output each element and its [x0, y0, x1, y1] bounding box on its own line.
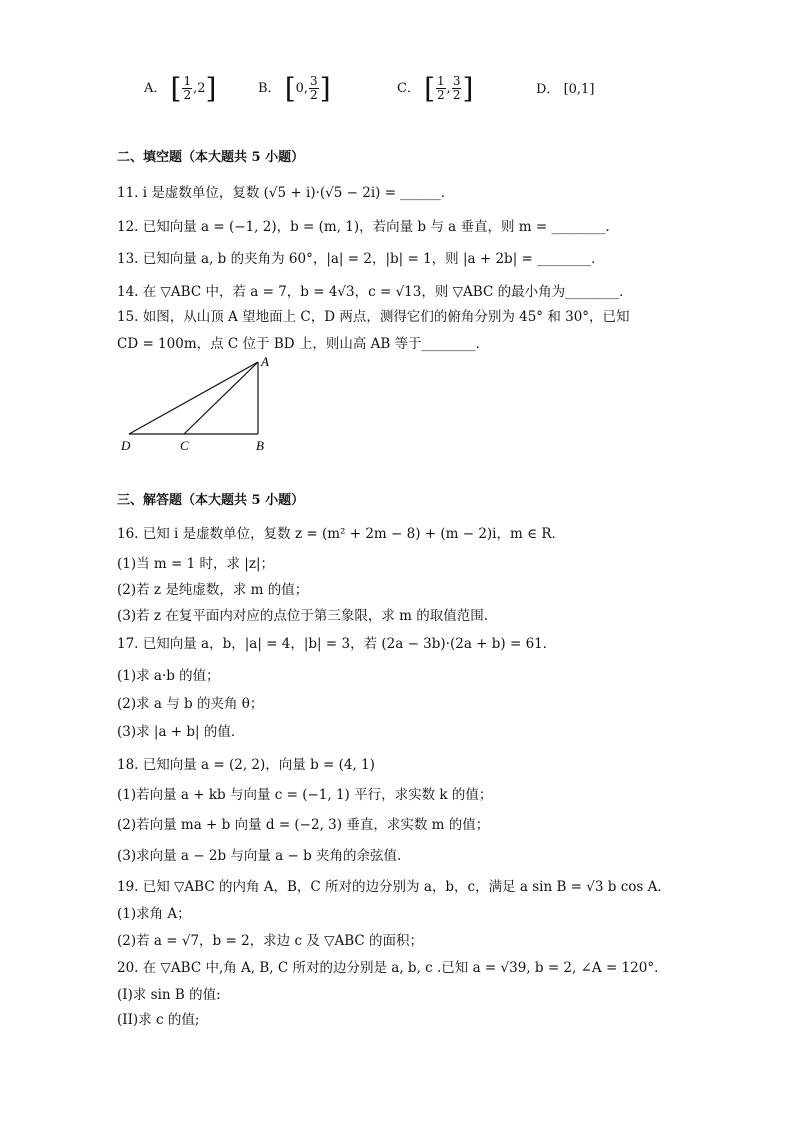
label-b: B — [256, 438, 264, 453]
sight-line-ad — [129, 362, 258, 434]
question-18-part1: (1)若向量 a + kb 与向量 c = (−1, 1) 平行，求实数 k 的值； — [117, 787, 493, 803]
question-20-part1: (I)求 sin B 的值: — [117, 987, 221, 1003]
label-a: A — [261, 354, 269, 369]
choice-a-content: [ $\frac{1}{2}$ ,2] — [170, 72, 217, 105]
question-19-part2: (2)若 a = √7，b = 2，求边 c 及 ▽ABC 的面积； — [117, 933, 424, 949]
choice-c — [397, 72, 473, 105]
question-13: 13. 已知向量 a, b 的夹角为 60°，|a| = 2，|b| = 1，则 |a + 2b| = ________． — [117, 251, 605, 267]
section-title-fill-in: 二、填空题（本大题共 5 小题） — [117, 150, 305, 165]
choice-letter: D． — [536, 82, 560, 97]
label-d: D — [121, 438, 131, 453]
question-15-line2: CD = 100m，点 C 位于 BD 上，则山高 AB 等于________． — [117, 336, 490, 352]
question-19-stem: 19. 已知 ▽ABC 的内角 A，B，C 所对的边分别为 a，b，c，满足 a sin B = √3 b cos A． — [117, 879, 671, 895]
choice-d — [536, 78, 594, 97]
question-17-part1: (1)求 a·b 的值； — [117, 668, 220, 684]
question-16-stem: 16. 已知 i 是虚数单位，复数 z = (m² + 2m − 8) + (m − 2)i，m ∈ R． — [117, 526, 566, 542]
question-20-part2: (II)求 c 的值; — [117, 1012, 200, 1028]
question-18-stem: 18. 已知向量 a = (2, 2)，向量 b = (4, 1) — [117, 757, 375, 773]
choice-d-content: [0,1] — [563, 82, 595, 97]
section-title-solutions: 三、解答题（本大题共 5 小题） — [117, 493, 305, 508]
question-19-part1: (1)求角 A； — [117, 906, 191, 922]
choice-a — [144, 72, 216, 105]
sight-line-ac — [184, 362, 258, 434]
question-16-part2: (2)若 z 是纯虚数，求 m 的值； — [117, 582, 309, 598]
question-16-part3: (3)若 z 在复平面内对应的点位于第三象限，求 m 的取值范围. — [117, 608, 488, 624]
label-c: C — [180, 438, 189, 453]
choice-letter: A． — [144, 81, 167, 96]
question-17-stem: 17. 已知向量 a，b，|a| = 4，|b| = 3，若 (2a − 3b)·(2a + b) = 61． — [117, 636, 557, 652]
choice-c-content: [ $\frac{1}{2}$ , $\frac{3}{2}$ ] — [424, 72, 474, 105]
choice-letter: B． — [258, 81, 281, 96]
question-16-part1: (1)当 m = 1 时，求 |z|； — [117, 556, 274, 572]
question-20-stem: 20. 在 ▽ABC 中,角 A, B, C 所对的边分别是 a, b, c .已知 a = √39, b = 2, ∠A = 120°. — [117, 960, 659, 976]
mountain-figure — [117, 354, 277, 454]
question-12: 12. 已知向量 a = (−1, 2)，b = (m, 1)，若向量 b 与 a 垂直，则 m = ________． — [117, 219, 619, 235]
question-18-part2: (2)若向量 ma + b 向量 d = (−2, 3) 垂直，求实数 m 的值； — [117, 817, 490, 833]
question-14: 14. 在 ▽ABC 中，若 a = 7，b = 4√3，c = √13，则 ▽ABC 的最小角为________． — [117, 284, 633, 300]
choice-letter: C． — [397, 81, 420, 96]
choice-b — [258, 72, 331, 105]
choice-b-content: [0, $\frac{3}{2}$ ] — [284, 72, 331, 105]
question-17-part2: (2)求 a 与 b 的夹角 θ； — [117, 696, 264, 712]
question-11: 11. i 是虚数单位，复数 (√5 + i)·(√5 − 2i) = ______． — [117, 185, 455, 201]
question-18-part3: (3)求向量 a − 2b 与向量 a − b 夹角的余弦值． — [117, 848, 411, 864]
question-17-part3: (3)求 |a + b| 的值． — [117, 724, 245, 740]
question-15-line1: 15. 如图，从山顶 A 望地面上 C，D 两点，测得它们的俯角分别为 45° 和 30°，已知 — [117, 309, 630, 325]
